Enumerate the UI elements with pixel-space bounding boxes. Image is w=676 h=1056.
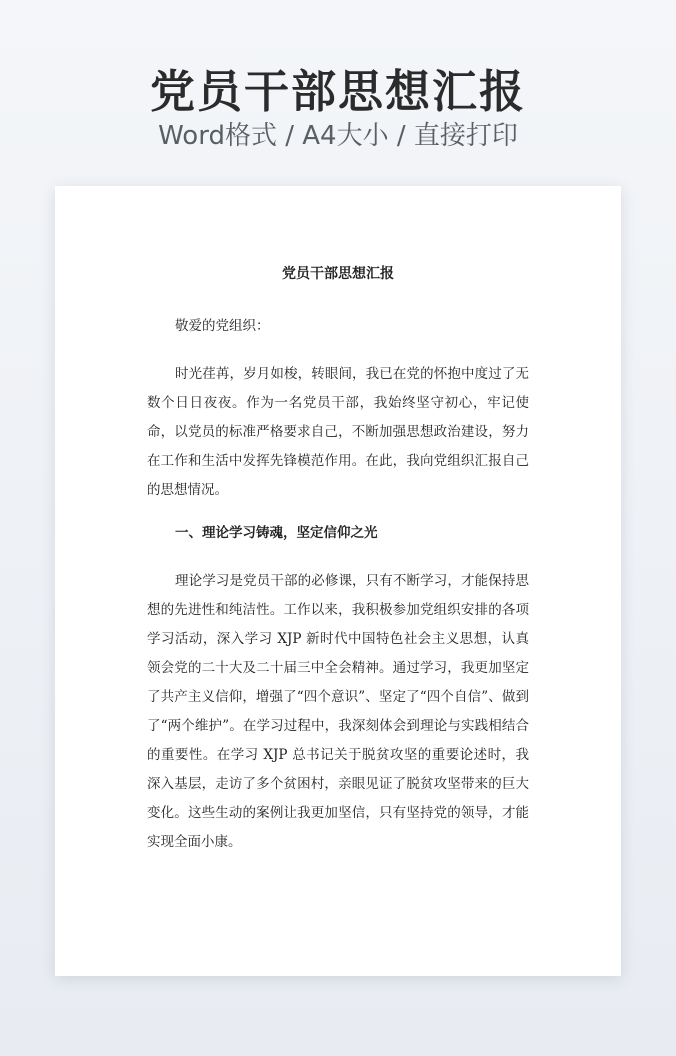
document-salutation: 敬爱的党组织：: [175, 318, 270, 334]
document-page: [55, 186, 621, 976]
intro-paragraph: 时光荏苒，岁月如梭，转眼间，我已在党的怀抱中度过了无数个日日夜夜。作为一名党员干部，我始终坚守初心，牢记使命，以党员的标准严格要求自己，不断加强思想政治建设，努力在工作和生活中发挥先锋模范作用。在此，我向党组织汇报自己的思想情况。: [147, 366, 529, 498]
banner-subtitle: Word格式 / A4大小 / 直接打印: [158, 121, 518, 151]
section-paragraph: 理论学习是党员干部的必修课，只有不断学习，才能保持思想的先进性和纯洁性。工作以来，我积极参加党组织安排的各项学习活动，深入学习 XJP 新时代中国特色社会主义思想，认真领会党的二十大及二十届三中全会精神。通过学习，我更加坚定了共产主义信仰，增强了“四个意识”、坚定了“四个自信”、做到了“两个维护”。在学习过程中，我深刻体会到理论与实践相结合的重要性。在学习 XJP 总书记关于脱贫攻坚的重要论述时，我深入基层，走访了多个贫困村，亲眼见证了脱贫攻坚带来的巨大变化。这些生动的案例让我更加坚信，只有坚持党的领导，才能实现全面小康。: [147, 573, 529, 850]
banner-title: 党员干部思想汇报: [149, 65, 526, 118]
section-heading: 一、理论学习铸魂，坚定信仰之光: [175, 525, 378, 541]
document-body: [147, 264, 529, 875]
document-title: 党员干部思想汇报: [282, 266, 394, 282]
